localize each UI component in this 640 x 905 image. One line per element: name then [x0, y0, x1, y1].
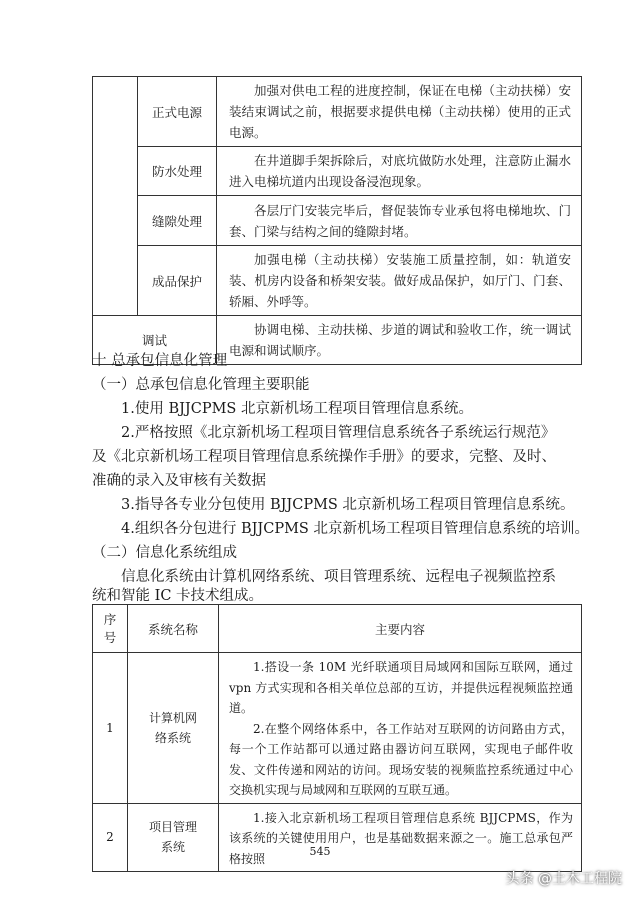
table-blank-cell	[93, 77, 138, 316]
page-number: 545	[309, 845, 331, 858]
paragraph-continuation: 统和智能 IC 卡技术组成。	[92, 588, 264, 604]
content-paragraph: 1.接入北京新机场工程项目管理信息系统 BJJCPMS，作为该系统的关键使用用户，也是基础数据来源之一。施工总承包严格按照	[229, 810, 573, 866]
table-cell-content: 加强对供电工程的进度控制，保证在电梯（主动扶梯）安装结束调试之前，根据要求提供电梯（主动扶梯）使用的正式电源。	[217, 77, 582, 147]
subsection-heading: （一）总承包信息化管理主要职能	[92, 377, 310, 393]
list-item-continuation: 及《北京新机场工程项目管理信息系统操作手册》的要求，完整、及时、	[92, 449, 556, 465]
table-cell-label: 防水处理	[138, 147, 217, 196]
subsection-heading: （二）信息化系统组成	[92, 545, 237, 561]
content-paragraph: 2.在整个网络体系中，各工作站对互联网的访问路由方式，每一个工作站都可以通过路由器访问互联网，实现电子邮件收发、文件传递和网站的访问。现场安装的视频监控系统通过中心交换机实现与局域网和互联网的互联互通。	[229, 721, 573, 797]
table-cell-num: 2	[93, 803, 128, 872]
list-item: 1.使用 BJJCPMS 北京新机场工程项目管理信息系统。	[121, 401, 473, 417]
list-item: 2.严格按照《北京新机场工程项目管理信息系统各子系统运行规范》	[121, 425, 556, 441]
table-cell-content	[219, 803, 582, 872]
list-item: 3.指导各专业分包使用 BJJCPMS 北京新机场工程项目管理信息系统。	[121, 497, 575, 513]
table-cell-label: 成品保护	[138, 246, 217, 316]
list-item: 4.组织各分包进行 BJJCPMS 北京新机场工程项目管理信息系统的培训。	[121, 521, 589, 537]
table-cell-content: 协调电梯、主动扶梯、步道的调试和验收工作，统一调试电源和调试顺序。	[217, 316, 582, 365]
watermark: 头条 @土木工程院	[505, 871, 622, 887]
table-cell-label: 调试	[93, 316, 217, 365]
table-header-name: 系统名称	[128, 605, 219, 653]
table-cell-content: 在井道脚手架拆除后，对底坑做防水处理，注意防止漏水进入电梯坑道内出现设备浸泡现象。	[217, 147, 582, 196]
table-cell-content: 各层厅门安装完毕后，督促装饰专业承包将电梯地坎、门套、门梁与结构之间的缝隙封堵。	[217, 196, 582, 246]
elevator-measures-table	[92, 76, 582, 365]
table-header-num: 序 号	[93, 605, 128, 653]
info-system-table	[92, 604, 582, 872]
section-heading: 十 总承包信息化管理	[92, 353, 228, 369]
table-cell-content	[219, 653, 582, 804]
paragraph: 信息化系统由计算机网络系统、项目管理系统、远程电子视频监控系	[121, 569, 556, 585]
table-cell-name: 项目管理 系统	[128, 803, 219, 872]
table-cell-num: 1	[93, 653, 128, 804]
content-paragraph: 1.搭设一条 10M 光纤联通项目局域网和国际互联网，通过 vpn 方式实现和各相关单位总部的互访，并提供远程视频监控通道。	[229, 660, 573, 715]
table-header-content: 主要内容	[219, 605, 582, 653]
table-cell-name: 计算机网 络系统	[128, 653, 219, 804]
table-cell-label: 正式电源	[138, 77, 217, 147]
table-cell-content: 加强电梯（主动扶梯）安装施工质量控制，如：轨道安装、机房内设备和桥架安装。做好成品保护，如厅门、门套、轿厢、外呼等。	[217, 246, 582, 316]
table-cell-label: 缝隙处理	[138, 196, 217, 246]
list-item-continuation: 准确的录入及审核有关数据	[92, 473, 266, 489]
